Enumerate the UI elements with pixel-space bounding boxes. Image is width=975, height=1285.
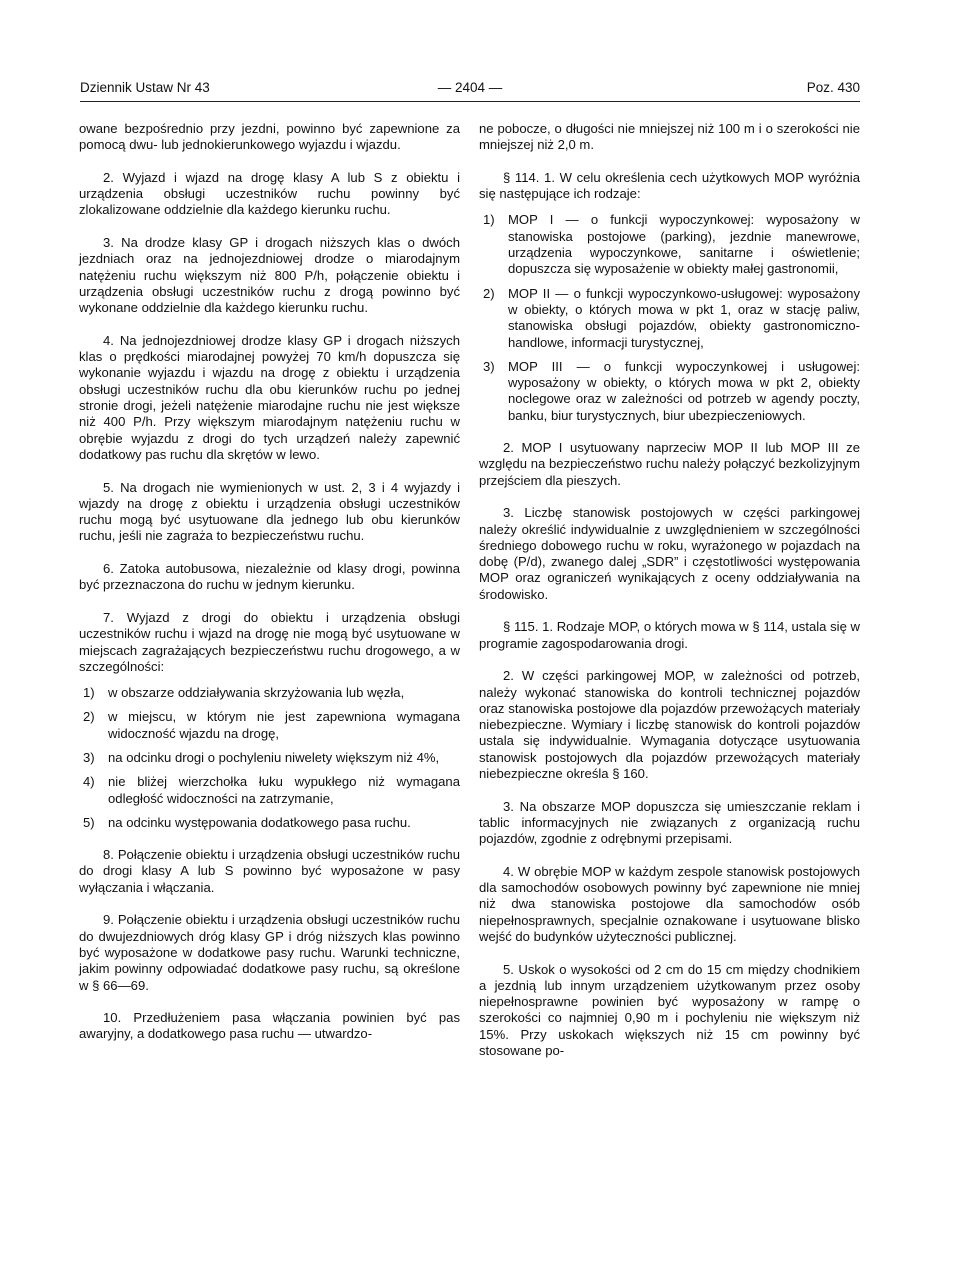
paragraph-3: 3. Na drodze klasy GP i drogach niższych klas o dwóch jezdniach oraz na jednojezdniowej drodze o miarodajnym natężeniu ruchu większym niż 800 P/h, połączenie obiektu i urządzenia obsługi uczestników ruchu z drogą powinno być wykonane oddzielnie dla każdego kierunku ruchu. bbox=[79, 235, 460, 316]
list-number: 1) bbox=[483, 212, 495, 228]
list-text: w obszarze oddziaływania skrzyżowania lub węzła, bbox=[108, 685, 405, 701]
paragraph-7: 7. Wyjazd z drogi do obiektu i urządzenia obsługi uczestników ruchu i wjazd na drogę nie mogą być usytuowane w miejscach zagrażających bezpieczeństwu ruchu drogowego, a w szczególności: bbox=[79, 609, 460, 674]
list-number: 5) bbox=[83, 814, 95, 830]
header-rule bbox=[80, 101, 860, 102]
section-115-5: 5. Uskok o wysokości od 2 cm do 15 cm między chodnikiem a jezdnią lub innym urządzeniem użytkowanym przez osoby niepełnosprawne powinien być wyposażony w rampę o szerokości co najmniej 0,90 m i pochyleniu nie większym niż 15%. Przy uskokach większych niż 15 cm powinny być stosowane po- bbox=[479, 961, 860, 1059]
list-item bbox=[83, 685, 460, 701]
page-header bbox=[80, 80, 860, 100]
list-text: na odcinku drogi o pochyleniu niwelety większym niż 4%, bbox=[108, 749, 440, 765]
section-114-2: 2. MOP I usytuowany naprzeciw MOP II lub MOP III ze względu na bezpieczeństwo ruchu należy połączyć bezkolizyjnym przejściem dla pieszych. bbox=[479, 440, 860, 488]
list-number: 1) bbox=[83, 685, 95, 701]
list-item bbox=[483, 286, 860, 351]
list-text: w miejscu, w którym nie jest zapewniona wymagana widoczność wjazdu na drogę, bbox=[108, 709, 460, 741]
list-number: 2) bbox=[83, 709, 95, 725]
section-115-4: 4. W obrębie MOP w każdym zespole stanowisk postojowych dla samochodów osobowych powinny być zapewnione nie mniej niż dwa stanowiska postojowe dla samochodów osób niepełnosprawnych, specjalnie oznakowane i usytuowane blisko wejść do budynków użyteczności publicznej. bbox=[479, 863, 860, 944]
section-114-3: 3. Liczbę stanowisk postojowych w części parkingowej należy określić indywidualnie z uwzględnieniem w szczególności średniego dobowego ruchu w roku, wyrażonego w pojazdach na dobę (P/d), zwanego dalej „SDR” i częstotliwości występowania MOP oraz ograniczeń wynikających z oceny oddziaływania na środowisko. bbox=[479, 505, 860, 602]
page-number: — 2404 — bbox=[437, 80, 503, 95]
list-item bbox=[83, 709, 460, 742]
list-number: 3) bbox=[483, 358, 495, 374]
paragraph-8: 8. Połączenie obiektu i urządzenia obsługi uczestników ruchu do drogi klasy A lub S powinno być wyposażone w pasy wyłączania i włączania. bbox=[79, 847, 460, 895]
list-item bbox=[83, 815, 460, 831]
list-item bbox=[83, 750, 460, 766]
paragraph-6: 6. Zatoka autobusowa, niezależnie od klasy drogi, powinna być przeznaczona do ruchu w jednym kierunku. bbox=[79, 561, 460, 593]
paragraph-10: 10. Przedłużeniem pasa włączania powinien być pas awaryjny, a dodatkowego pasa ruchu — utwardzo- bbox=[79, 1010, 460, 1042]
paragraph-continuation: owane bezpośrednio przy jezdni, powinno być zapewnione za pomocą dwu- lub jednokierunkowego wyjazdu i wjazdu. bbox=[79, 121, 460, 153]
section-115-3: 3. Na obszarze MOP dopuszcza się umieszczanie reklam i tablic informacyjnych nie związanych z organizacją ruchu pojazdów, zgodnie z odrębnymi przepisami. bbox=[479, 798, 860, 847]
list-item bbox=[483, 359, 860, 424]
list-item bbox=[83, 774, 460, 807]
section-114: § 114. 1. W celu określenia cech użytkowych MOP wyróżnia się następujące ich rodzaje: bbox=[479, 169, 860, 202]
paragraph-4: 4. Na jednojezdniowej drodze klasy GP i drogach niższych klas o prędkości miarodajnej powyżej 70 km/h dopuszcza się wykonanie wyjazdu i wjazdu na drogę z obiektu i urządzenia obsługi uczestników ruchu dla obu kierunków ruchu po jednej stronie drogi, jeżeli natężenie miarodajne ruchu nie jest większe niż 400 P/h. Przy większym miarodajnym natężeniu ruchu w obrębie wyjazdu z drogi do tych urządzeń należy zapewnić dodatkowy pas ruchu dla skrętów w lewo. bbox=[79, 332, 460, 462]
list-item bbox=[483, 212, 860, 277]
section-115-2: 2. W części parkingowej MOP, w zależności od potrzeb, należy wykonać stanowiska do kontroli technicznej pojazdów oraz stanowiska postojowe dla pojazdów przewożących materiały niebezpieczne. Wymiary i liczbę stanowisk do kontroli pojazdów ustala się indywidualnie. Wymagania dotyczące usytuowania stanowisk postojowych dla pojazdów przewożących materiały niebezpieczne określa § 160. bbox=[479, 668, 860, 781]
left-column bbox=[79, 121, 460, 1059]
paragraph-2: 2. Wyjazd i wjazd na drogę klasy A lub S z obiektu i urządzenia obsługi uczestników ruchu powinny być zlokalizowane oddzielnie dla każdego kierunku ruchu. bbox=[79, 169, 460, 218]
list-number: 2) bbox=[483, 285, 495, 301]
section-115: § 115. 1. Rodzaje MOP, o których mowa w § 114, ustala się w programie zagospodarowania drogi. bbox=[479, 619, 860, 651]
list-text: nie bliżej wierzchołka łuku wypukłego niż wymagana odległość widoczności na zatrzymanie, bbox=[108, 774, 460, 806]
right-column bbox=[479, 121, 860, 1076]
journal-title: Dziennik Ustaw Nr 43 bbox=[80, 80, 210, 95]
list-text: MOP I — o funkcji wypoczynkowej: wyposażony w stanowiska postojowe (parking), jezdnie manewrowe, urządzenia wypoczynkowe, sanitarne i oświetlenie; dopuszcza się wyposażenie w obiekty małej gastronomii, bbox=[508, 212, 860, 277]
list-number: 3) bbox=[83, 749, 95, 765]
list-text: na odcinku występowania dodatkowego pasa ruchu. bbox=[108, 814, 411, 830]
list-text: MOP II — o funkcji wypoczynkowo-usługowej: wyposażony w obiekty, o których mowa w pkt 1, oraz w stację paliw, stanowiska obsługi pojazdów, obiekty gastronomiczno-handlowe, informacji turystycznej, bbox=[508, 285, 860, 350]
paragraph-5: 5. Na drogach nie wymienionych w ust. 2, 3 i 4 wyjazdy i wjazdy na drogę z obiektu i urządzenia obsługi uczestników ruchu mogą być usytuowane dla jednego lub obu kierunków ruchu, jeśli nie zagraża to bezpieczeństwu ruchu. bbox=[79, 479, 460, 544]
position-number: Poz. 430 bbox=[806, 80, 860, 95]
paragraph-continuation: ne pobocze, o długości nie mniejszej niż 100 m i o szerokości nie mniejszej niż 2,0 m. bbox=[479, 121, 860, 153]
paragraph-9: 9. Połączenie obiektu i urządzenia obsługi uczestników ruchu do dwujezdniowych dróg klasy GP i dróg niższych klas powinno być wyposażone w dodatkowe pasy ruchu. Warunki techniczne, jakim powinny odpowiadać dodatkowe pasy ruchu, są określone w § 66—69. bbox=[79, 912, 460, 993]
list-number: 4) bbox=[83, 774, 95, 790]
list-text: MOP III — o funkcji wypoczynkowej i usługowej: wyposażony w obiekty, o których mowa w pkt 2, obiekty noclegowe oraz w zależności od potrzeb w agendy poczty, banku, biur turystycznych, biur ubezpieczeniowych. bbox=[508, 358, 860, 423]
